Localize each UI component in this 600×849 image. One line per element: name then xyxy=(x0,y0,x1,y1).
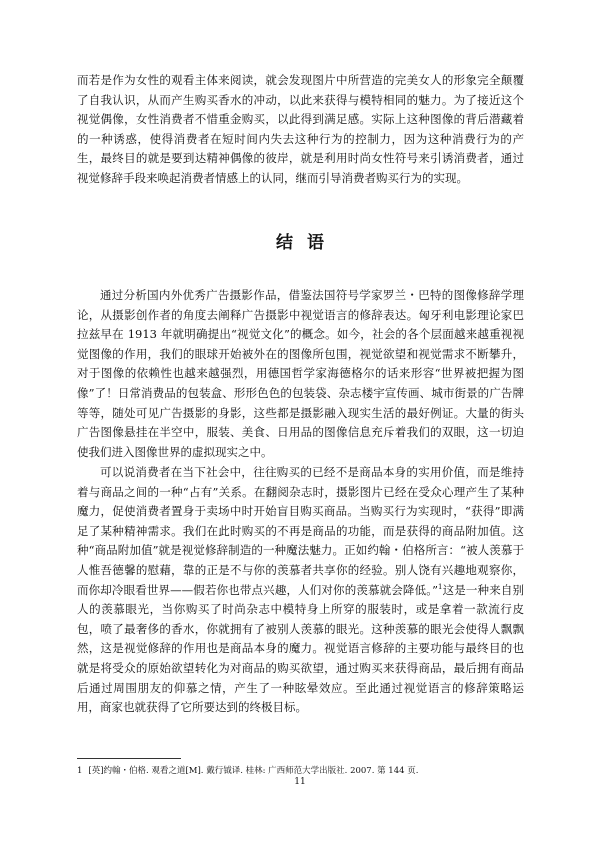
paragraph-2-text-b: 这是一种来自别人的羡慕眼光，当你购买了时尚杂志中模特身上所穿的服装时，或是拿着一款流行皮包，喷了最奢侈的香水，你就拥有了被别人羡慕的眼光。这种羡慕的眼光会使得人飘飘然，这是视觉修辞的作用也是商品本身的魔力。视觉语言修辞的主要功能与最终目的也就是将受众的原始欲望转化为对商品的购买欲望，通过购买来获得商品，最后拥有商品后通过周围朋友的仰慕之情，产生了一种眩晕效应。至此通过视觉语言的修辞策略运用，商家也就获得了它所要达到的终极目标。 xyxy=(77,582,524,715)
footnote-text: [英]约翰・伯格. 观看之道[M]. 戴行钺译. 桂林: 广西师范大学出版社. 2007. 第 144 页. xyxy=(88,766,419,776)
conclusion-paragraph-2 xyxy=(77,463,524,718)
footnote xyxy=(77,765,524,777)
paragraph-2-text-a: 可以说消费者在当下社会中，往往购买的已经不是商品本身的实用价值，而是维持着与商品之间的一种“占有”关系。在翻阅杂志时，摄影图片已经在受众心理产生了某种魔力，促使消费者置身于卖场中时开始盲目购买商品。当购买行为实现时，“获得”即满足了某种精神需求。我们在此时购买的不再是商品的功能，而是获得的商品附加值。这种“商品附加值”就是视觉修辞制造的一种魔法魅力。正如约翰・伯格所言：“被人羡慕于人惟吾德馨的慰藉，靠的正是不与你的羡慕者共享你的经验。别人饶有兴趣地观察你，而你却冷眼看世界——假若你也带点兴趣，人们对你的羡慕就会降低。” xyxy=(77,465,524,597)
conclusion-paragraph-1: 通过分析国内外优秀广告摄影作品，借鉴法国符号学家罗兰・巴特的图像修辞学理论，从摄影创作者的角度去阐释广告摄影中视觉语言的修辞表达。匈牙利电影理论家巴拉兹早在 1913 年就明确提出“视觉文化”的概念。如今，社会的各个层面越来越重视视觉图像的作用，我们的眼球开始被外在的图像所包围，视觉欲望和视觉需求不断攀升，对于图像的依赖性也越来越强烈，用德国哲学家海德格尔的话来形容“世界被把握为图像”了！日常消费品的包装盒、形形色色的包装袋、杂志楼宇宣传画、城市街景的广告牌等等，随处可见广告摄影的身影，这些都是摄影融入现实生活的最好例证。大量的街头广告图像悬挂在半空中，服装、美食、日用品的图像信息充斥着我们的双眼，这一切迫使我们进入图像世界的虚拟现实之中。 xyxy=(77,288,524,459)
section-heading: 结语 xyxy=(276,233,338,253)
footnote-number: 1 xyxy=(77,766,83,776)
footnote-divider xyxy=(77,758,181,759)
intro-paragraph: 而若是作为女性的观看主体来阅读，就会发现图片中所营造的完美女人的形象完全颠覆了自我认识，从而产生购买香水的冲动，以此来获得与模特相同的魅力。为了接近这个视觉偶像，女性消费者不惜重金购买，以此得到满足感。实际上这种图像的背后潜藏着的一种诱惑，使得消费者在短时间内失去这种行为的控制力，因为这种消费行为的产生，最终目的就是要到达精神偶像的彼岸，就是利用时尚女性符号来引诱消费者，通过视觉修辞手段来唤起消费者情感上的认同，继而引导消费者购买行为的实现。 xyxy=(77,73,524,185)
footnote-reference: 1 xyxy=(438,582,443,591)
page-number: 11 xyxy=(294,777,306,787)
